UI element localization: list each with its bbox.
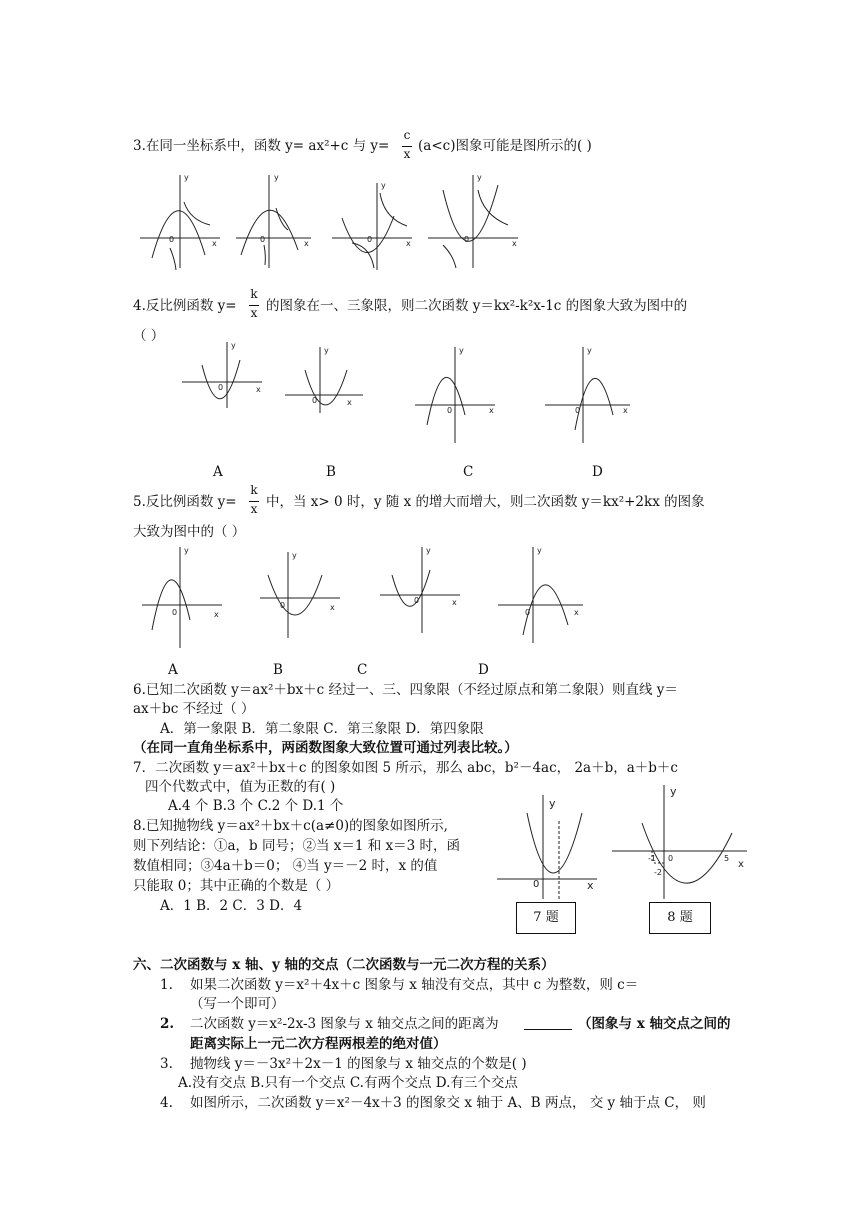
q3-frac-num: c <box>403 128 411 142</box>
q4-graph-b <box>285 345 370 415</box>
q5-text-2: 大致为图中的（ ） <box>133 524 246 540</box>
q5-graph-d <box>498 545 588 645</box>
svg-text:x: x <box>406 239 411 248</box>
svg-text:y: y <box>537 546 542 555</box>
svg-text:0: 0 <box>280 601 286 610</box>
fig7-graph <box>497 793 607 901</box>
svg-text:0: 0 <box>575 406 581 415</box>
svg-text:0: 0 <box>668 854 674 863</box>
q4-graph-d <box>545 345 635 445</box>
s6-item2-bold: （图象与 x 轴交点之间的 <box>578 1016 731 1032</box>
svg-text:x: x <box>330 603 335 612</box>
svg-text:y: y <box>670 785 677 798</box>
svg-text:x: x <box>574 608 579 617</box>
svg-text:y: y <box>231 341 236 350</box>
svg-text:x: x <box>512 239 517 248</box>
s6-item2-blank[interactable] <box>524 1017 572 1030</box>
q4-label-d: D <box>592 464 603 480</box>
svg-text:y: y <box>381 181 386 190</box>
svg-text:y: y <box>477 173 482 182</box>
svg-text:y: y <box>184 173 189 182</box>
q5-frac-num: k <box>250 483 258 497</box>
q4-label-b: B <box>326 464 336 480</box>
svg-text:0: 0 <box>218 383 224 392</box>
svg-text:0: 0 <box>533 879 540 890</box>
q4-frac-den: x <box>250 306 258 320</box>
svg-text:0: 0 <box>447 406 453 415</box>
q4-graph-a <box>182 340 267 410</box>
q5-label-d: D <box>478 662 489 678</box>
q8-text-3: 数值相同；③4a＋b＝0； ④当 y＝－2 时，x 的值 <box>133 858 438 874</box>
fig7-caption: 7 题 <box>516 902 576 934</box>
s6-item3-num: 3. <box>160 1056 173 1072</box>
section6-heading: 六、二次函数与 x 轴、y 轴的交点（二次函数与一元二次方程的关系） <box>133 957 555 973</box>
q4-label-c: C <box>463 464 474 480</box>
svg-text:0: 0 <box>169 235 175 244</box>
q8-text-2: 则下列结论：①a，b 同号；②当 x＝1 和 x＝3 时，函 <box>133 838 461 854</box>
q3-text: 3.在同一坐标系中，函数 y= ax²+c 与 y= <box>133 138 390 154</box>
q3-frac-den: x <box>403 147 411 161</box>
svg-text:0: 0 <box>312 396 318 405</box>
q3-graph-c <box>332 178 422 273</box>
svg-text:x: x <box>214 610 219 619</box>
q3-graph-b <box>236 170 326 270</box>
svg-text:0: 0 <box>414 596 420 605</box>
q5-text-b: 中，当 x> 0 时，y 随 x 的增大而增大，则二次函数 y＝kx²+2kx 的图象 <box>266 494 705 510</box>
svg-text:0: 0 <box>260 235 266 244</box>
svg-text:y: y <box>184 546 189 555</box>
svg-text:y: y <box>426 546 431 555</box>
svg-text:x: x <box>623 406 628 415</box>
q8-options: A．1 B．2 C．3 D．4 <box>160 898 303 914</box>
svg-text:-1: -1 <box>648 854 656 863</box>
svg-text:-2: -2 <box>654 868 662 877</box>
q5-text: 5.反比例函数 y= <box>133 494 237 510</box>
s6-item1-text: 如果二次函数 y＝x²＋4x＋c 图象与 x 轴没有交点，其中 c 为整数，则 c＝ <box>190 977 639 993</box>
q4-frac-num: k <box>250 287 258 301</box>
q7-text-2: 四个代数式中，值为正数的有( ) <box>145 779 336 795</box>
svg-text:0: 0 <box>172 608 178 617</box>
q5-graph-a <box>142 545 227 650</box>
q6-text-1: 6.已知二次函数 y＝ax²＋bx＋c 经过一、三、四象限（不经过原点和第二象限）则直线 y＝ <box>133 682 678 698</box>
q5-frac-den: x <box>250 502 258 516</box>
svg-text:x: x <box>587 879 594 892</box>
svg-text:x: x <box>738 859 744 870</box>
s6-item4-text: 如图所示，二次函数 y＝x²－4x＋3 的图象交 x 轴于 A、B 两点， 交 y 轴于点 C， 则 <box>190 1095 706 1111</box>
svg-text:5: 5 <box>724 854 730 863</box>
s6-item3-text: 抛物线 y＝－3x²＋2x－1 的图象与 x 轴交点的个数是( ) <box>190 1056 527 1072</box>
q4-text-b: 的图象在一、三象限，则二次函数 y＝kx²-k²x-1c 的图象大致为图中的 <box>266 298 688 314</box>
q6-text-2: ax＋bc 不经过（ ） <box>133 701 255 717</box>
q5-graph-c <box>380 545 465 635</box>
q4-text: 4.反比例函数 y= <box>133 298 237 314</box>
s6-item4-num: 4. <box>160 1095 173 1111</box>
fig8-graph <box>612 783 752 901</box>
q6-options: A．第一象限 B．第二象限 C．第三象限 D．第四象限 <box>160 721 484 737</box>
q6-tip: （在同一直角坐标系中，两函数图象大致位置可通过列表比较。） <box>133 740 518 756</box>
svg-text:x: x <box>347 398 352 407</box>
svg-text:x: x <box>212 239 217 248</box>
svg-text:y: y <box>292 551 297 560</box>
q4-graph-c <box>415 345 500 445</box>
q7-text-1: 7．二次函数 y＝ax²＋bx＋c 的图象如图 5 所示，那么 abc，b²－4ac， 2a＋b，a＋b＋c <box>133 760 678 776</box>
q5-label-c: C <box>357 662 368 678</box>
svg-text:x: x <box>452 598 457 607</box>
svg-text:0: 0 <box>464 235 470 244</box>
s6-item3-options: A.没有交点 B.只有一个交点 C.有两个交点 D.有三个交点 <box>178 1075 518 1091</box>
svg-text:0: 0 <box>525 608 531 617</box>
svg-text:y: y <box>587 346 592 355</box>
q3-graph-a <box>140 170 230 270</box>
q3-text-tail: (a<c)图象可能是图所示的( ) <box>418 138 592 154</box>
s6-item1-cont: （写一个即可） <box>190 996 285 1012</box>
svg-text:x: x <box>256 385 261 394</box>
fig8-caption: 8 题 <box>649 902 711 934</box>
svg-text:y: y <box>274 173 279 182</box>
q4-text-2: （ ） <box>133 328 165 344</box>
s6-item2-text: 二次函数 y＝x²-2x-3 图象与 x 轴交点之间的距离为 <box>190 1016 499 1032</box>
svg-text:y: y <box>459 346 464 355</box>
q5-graph-b <box>260 550 345 640</box>
svg-text:y: y <box>324 346 329 355</box>
svg-text:x: x <box>489 406 494 415</box>
s6-item1-num: 1. <box>160 977 173 993</box>
q3-graph-d <box>428 170 523 270</box>
svg-text:y: y <box>549 797 556 810</box>
q8-text-4: 只能取 0；其中正确的个数是（ ） <box>133 878 340 894</box>
q8-text-1: 8.已知抛物线 y＝ax²＋bx＋c(a≠0)的图象如图所示, <box>133 818 448 834</box>
s6-item2-num: 2. <box>160 1016 175 1032</box>
q5-label-a: A <box>168 662 178 678</box>
q7-options: A.4 个 B.3 个 C.2 个 D.1 个 <box>168 798 344 814</box>
q4-label-a: A <box>213 464 223 480</box>
svg-text:0: 0 <box>367 235 373 244</box>
q5-label-b: B <box>273 662 283 678</box>
s6-item2-cont: 距离实际上一元二次方程两根差的绝对值） <box>190 1036 447 1052</box>
svg-text:x: x <box>304 239 309 248</box>
